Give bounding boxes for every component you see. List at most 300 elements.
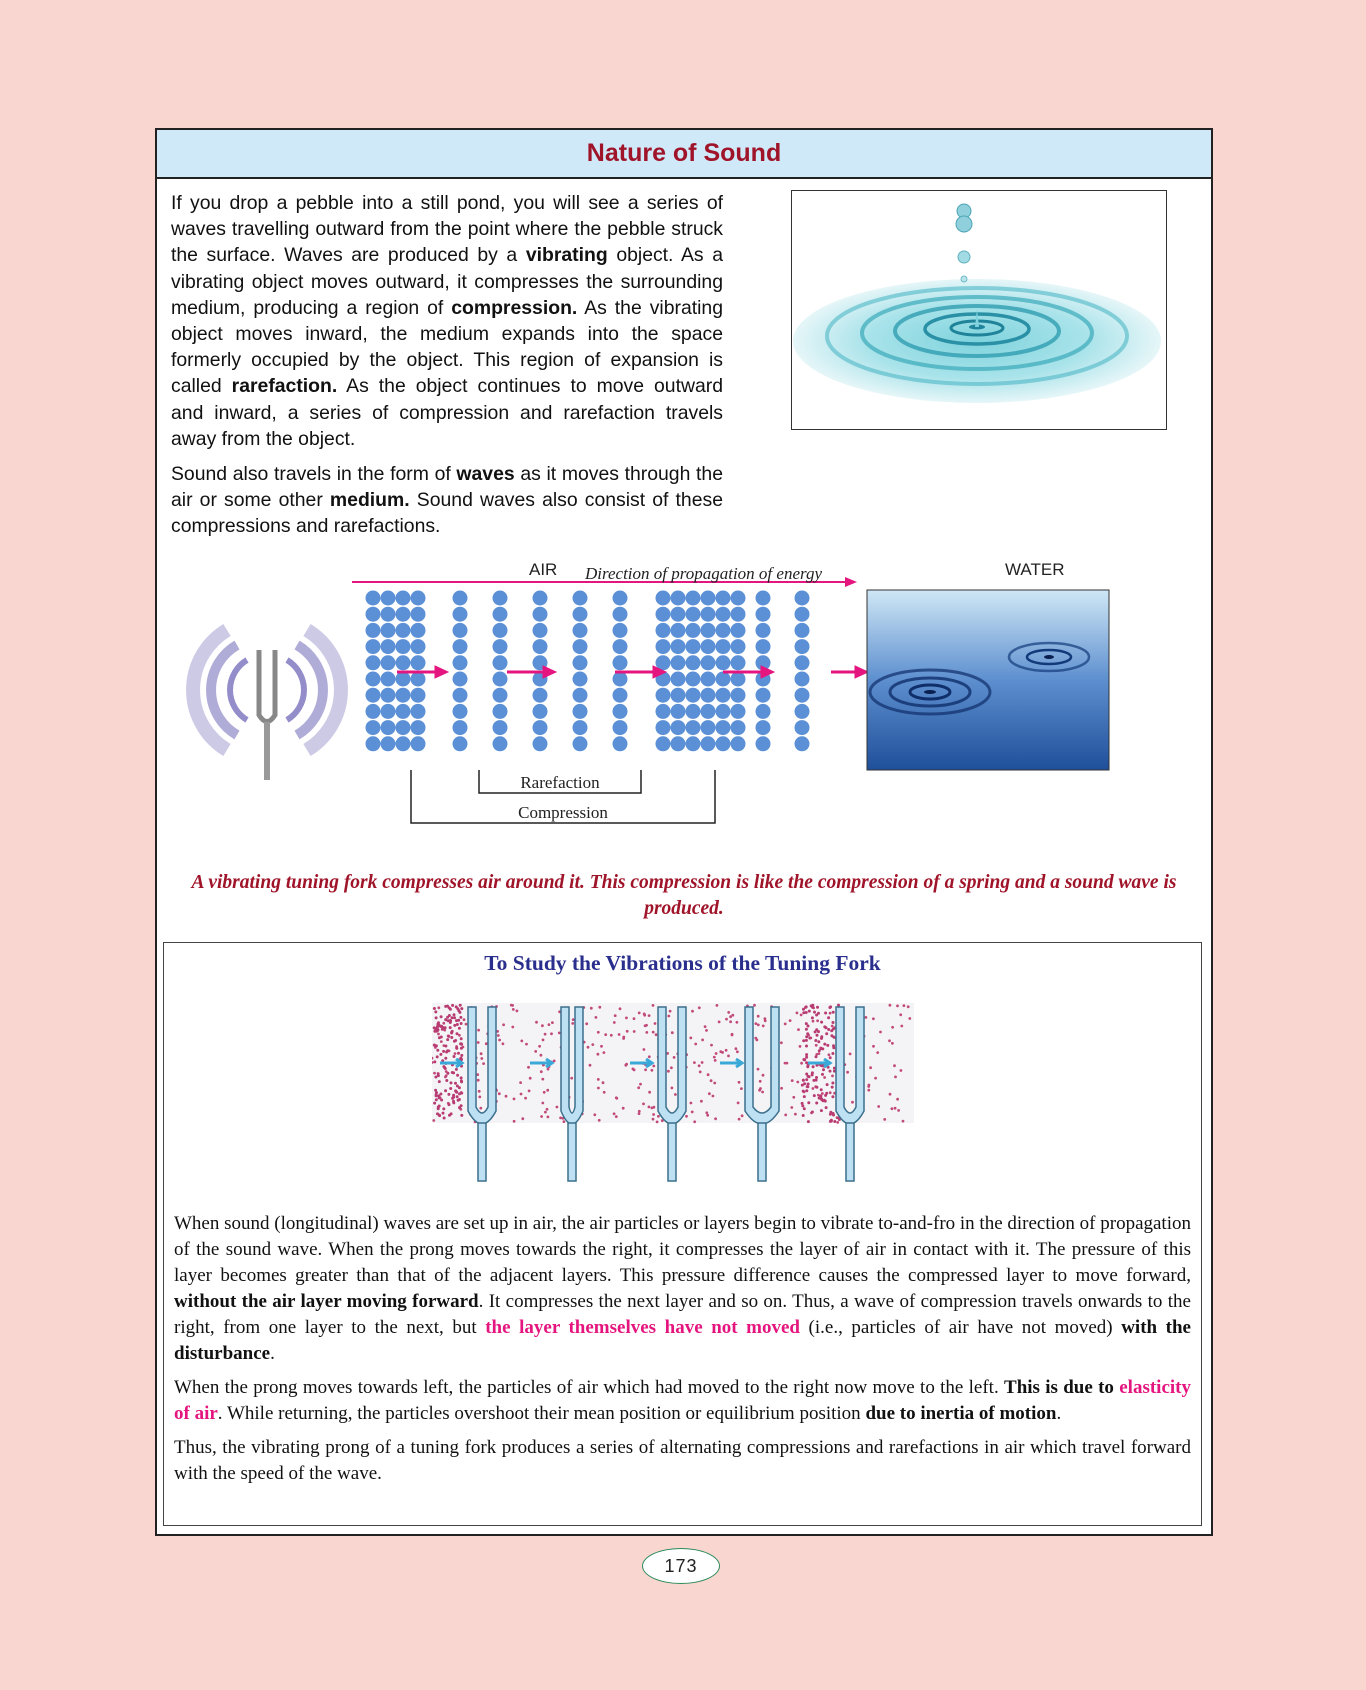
- air-particle: [493, 591, 508, 606]
- air-dot: [597, 1031, 600, 1034]
- air-dot: [815, 1086, 818, 1089]
- air-dot: [817, 1030, 820, 1033]
- air-dot: [450, 1031, 453, 1034]
- air-dot: [448, 1014, 451, 1017]
- air-dot: [821, 1047, 824, 1050]
- air-particle: [366, 623, 381, 638]
- air-dot: [460, 1054, 463, 1057]
- air-dot: [740, 1087, 743, 1090]
- air-dot: [563, 1120, 566, 1123]
- air-dot: [436, 1112, 439, 1115]
- air-dot: [737, 1102, 740, 1105]
- air-dot: [707, 1073, 710, 1076]
- air-particle: [613, 736, 628, 751]
- air-dot: [705, 1111, 708, 1114]
- air-dot: [652, 1031, 655, 1034]
- air-particle: [533, 704, 548, 719]
- air-dot: [638, 1112, 641, 1115]
- air-dot: [451, 1016, 454, 1019]
- air-dot: [622, 1107, 625, 1110]
- air-dot: [459, 1016, 462, 1019]
- air-dot: [738, 1081, 741, 1084]
- intro-text: [171, 190, 723, 549]
- air-dot: [477, 1041, 480, 1044]
- tuning-fork-icon: [193, 630, 341, 780]
- air-dot: [867, 1089, 870, 1092]
- text-run: When the prong moves towards left, the particles of air which had moved to the right now move to the left.: [174, 1377, 1005, 1398]
- air-dot: [453, 1013, 456, 1016]
- air-dot: [440, 1099, 443, 1102]
- air-dot: [812, 1087, 815, 1090]
- air-particle: [731, 607, 746, 622]
- air-particle: [716, 736, 731, 751]
- study-box: [163, 942, 1202, 1526]
- air-particle: [795, 736, 810, 751]
- air-dot: [505, 1095, 508, 1098]
- air-dot: [446, 1049, 449, 1052]
- air-dot: [615, 1115, 618, 1118]
- air-dot: [440, 1036, 443, 1039]
- air-dot: [823, 1043, 826, 1046]
- air-particle: [573, 623, 588, 638]
- air-dot: [674, 1093, 677, 1096]
- air-dot: [889, 1004, 892, 1007]
- air-dot: [587, 1046, 590, 1049]
- air-particle: [396, 688, 411, 703]
- air-particle: [381, 704, 396, 719]
- air-dot: [698, 1064, 701, 1067]
- text-run: .: [1056, 1403, 1062, 1424]
- air-dot: [458, 1086, 461, 1089]
- air-dot: [699, 1071, 702, 1074]
- air-dot: [451, 1097, 454, 1100]
- air-particle: [656, 607, 671, 622]
- air-particle: [613, 688, 628, 703]
- tuning-fork-stem: [758, 1123, 766, 1181]
- text-run: medium.: [329, 489, 410, 512]
- air-particle: [411, 607, 426, 622]
- text-run: compression.: [451, 296, 578, 319]
- air-dot: [708, 1092, 711, 1095]
- air-dot: [808, 1075, 811, 1078]
- air-dot: [805, 1045, 808, 1048]
- air-particle: [731, 704, 746, 719]
- air-dot: [540, 1115, 543, 1118]
- air-dot: [548, 1023, 551, 1026]
- air-dot: [811, 1004, 814, 1007]
- text-run: object. As a vibrating object moves outward, it compresses the surrounding medium, producing a region of: [171, 244, 723, 319]
- air-dot: [433, 1030, 436, 1033]
- air-particle: [493, 607, 508, 622]
- air-dot: [455, 1005, 458, 1008]
- text-run: This is due to: [1004, 1377, 1120, 1398]
- air-dot: [823, 1076, 826, 1079]
- air-particle: [573, 639, 588, 654]
- air-particle: [453, 688, 468, 703]
- air-dot: [693, 1061, 696, 1064]
- tuning-fork-stem: [568, 1123, 576, 1181]
- air-particle: [701, 704, 716, 719]
- air-dot: [671, 1087, 674, 1090]
- air-dot: [712, 1095, 715, 1098]
- air-dot: [900, 1069, 903, 1072]
- air-dot: [727, 1055, 730, 1058]
- air-dot: [516, 1010, 519, 1013]
- air-dot: [619, 1007, 622, 1010]
- air-particle: [533, 607, 548, 622]
- air-dot: [513, 1120, 516, 1123]
- air-dot: [457, 1052, 460, 1055]
- air-dot: [889, 1093, 892, 1096]
- air-particle: [671, 639, 686, 654]
- air-particle: [686, 688, 701, 703]
- air-dot: [827, 1016, 830, 1019]
- text-run: Sound waves also consist of these compressions and rarefactions.: [171, 489, 723, 538]
- air-particle: [656, 720, 671, 735]
- air-particle: [613, 607, 628, 622]
- air-dot: [804, 1006, 807, 1009]
- air-dot: [803, 1082, 806, 1085]
- air-dot: [818, 1049, 821, 1052]
- air-particle: [381, 672, 396, 687]
- air-dot: [814, 1030, 817, 1033]
- air-dot: [803, 1095, 806, 1098]
- air-particle: [453, 591, 468, 606]
- air-dot: [436, 1049, 439, 1052]
- air-dot: [891, 1107, 894, 1110]
- air-dot: [803, 1107, 806, 1110]
- air-particle: [381, 607, 396, 622]
- air-dot: [653, 1106, 656, 1109]
- text-run: .: [270, 1343, 275, 1364]
- air-dot: [556, 1106, 559, 1109]
- air-dot: [808, 1037, 811, 1040]
- air-particle: [795, 655, 810, 670]
- air-dot: [448, 1103, 451, 1106]
- air-dot: [433, 1007, 436, 1010]
- air-dot: [784, 1023, 787, 1026]
- air-dot: [806, 1032, 809, 1035]
- air-dot: [453, 1055, 456, 1058]
- air-dot: [816, 1006, 819, 1009]
- air-dot: [434, 1076, 437, 1079]
- air-dot: [598, 1119, 601, 1122]
- air-dot: [832, 1021, 835, 1024]
- air-dot: [447, 1093, 450, 1096]
- air-dot: [894, 1076, 897, 1079]
- air-dot: [652, 1118, 655, 1121]
- air-dot: [438, 1080, 441, 1083]
- air-dot: [597, 1087, 600, 1090]
- air-dot: [801, 1102, 804, 1105]
- air-dot: [667, 1015, 670, 1018]
- air-dot: [815, 1102, 818, 1105]
- air-dot: [826, 1083, 829, 1086]
- air-dot: [817, 1012, 820, 1015]
- air-dot: [622, 1036, 625, 1039]
- air-dot: [625, 1063, 628, 1066]
- air-dot: [597, 1078, 600, 1081]
- air-dot: [816, 1019, 819, 1022]
- air-dot: [511, 1004, 514, 1007]
- air-dot: [442, 1050, 445, 1053]
- air-dot: [437, 1021, 440, 1024]
- air-particle: [573, 672, 588, 687]
- air-dot: [891, 1026, 894, 1029]
- air-particle: [756, 607, 771, 622]
- air-dot: [791, 1079, 794, 1082]
- air-dot: [784, 1114, 787, 1117]
- air-dot: [444, 1057, 447, 1060]
- tuning-fork-stem: [846, 1123, 854, 1181]
- air-dot: [648, 1014, 651, 1017]
- air-dot: [764, 1017, 767, 1020]
- air-dot: [731, 1034, 734, 1037]
- air-dot: [718, 1021, 721, 1024]
- air-particle: [366, 688, 381, 703]
- air-particle: [671, 672, 686, 687]
- air-dot: [643, 1014, 646, 1017]
- air-particle: [701, 655, 716, 670]
- air-dot: [706, 1114, 709, 1117]
- air-particle: [701, 720, 716, 735]
- air-particle: [453, 736, 468, 751]
- air-dot: [435, 1094, 438, 1097]
- air-dot: [502, 1023, 505, 1026]
- air-dot: [455, 1068, 458, 1071]
- air-dot: [816, 1034, 819, 1037]
- air-particle: [686, 591, 701, 606]
- air-dot: [433, 1072, 436, 1075]
- air-dot: [826, 1044, 829, 1047]
- air-particle: [411, 591, 426, 606]
- air-particle: [533, 591, 548, 606]
- air-dot: [520, 1040, 523, 1043]
- air-dot: [899, 1013, 902, 1016]
- air-dot: [436, 1055, 439, 1058]
- study-paragraph-1: [174, 1211, 1191, 1367]
- air-particle: [756, 623, 771, 638]
- air-dot: [543, 1091, 546, 1094]
- ripple-illustration: [792, 191, 1166, 429]
- air-dot: [614, 1014, 617, 1017]
- air-particle: [716, 688, 731, 703]
- air-particle: [795, 720, 810, 735]
- air-particle: [756, 720, 771, 735]
- air-particle: [686, 704, 701, 719]
- air-dot: [796, 1081, 799, 1084]
- air-particle: [701, 736, 716, 751]
- air-dot: [877, 1105, 880, 1108]
- text-run: vibrating: [525, 244, 608, 267]
- air-dot: [613, 1112, 616, 1115]
- air-dot: [780, 1087, 783, 1090]
- air-particle: [396, 607, 411, 622]
- air-particle: [686, 639, 701, 654]
- air-particle: [656, 736, 671, 751]
- air-particle: [493, 672, 508, 687]
- air-dot: [639, 1083, 642, 1086]
- air-dot: [761, 1091, 764, 1094]
- air-dot: [626, 1030, 629, 1033]
- air-dot: [498, 1039, 501, 1042]
- air-particle: [396, 639, 411, 654]
- air-dot: [727, 1011, 730, 1014]
- air-dot: [541, 1078, 544, 1081]
- air-dot: [651, 1069, 654, 1072]
- air-dot: [459, 1004, 462, 1007]
- air-dot: [669, 1010, 672, 1013]
- air-particle: [411, 655, 426, 670]
- air-particle: [533, 720, 548, 735]
- air-particle: [686, 623, 701, 638]
- air-dot: [805, 1039, 808, 1042]
- air-particle: [701, 607, 716, 622]
- air-particle: [411, 672, 426, 687]
- air-particle: [366, 704, 381, 719]
- air-dot: [667, 1070, 670, 1073]
- tuning-forks-image: [432, 1003, 914, 1189]
- air-dot: [700, 1100, 703, 1103]
- air-particle: [453, 704, 468, 719]
- air-dot: [440, 1040, 443, 1043]
- air-dot: [811, 1071, 814, 1074]
- air-dot: [800, 1062, 803, 1065]
- air-dot: [632, 1068, 635, 1071]
- air-dot: [828, 1053, 831, 1056]
- air-particle: [411, 688, 426, 703]
- air-dot: [652, 1113, 655, 1116]
- air-dot: [447, 1035, 450, 1038]
- air-dot: [512, 1008, 515, 1011]
- air-dot: [529, 1077, 532, 1080]
- air-dot: [714, 1059, 717, 1062]
- air-dot: [820, 1088, 823, 1091]
- air-particle: [411, 623, 426, 638]
- air-dot: [590, 1007, 593, 1010]
- tuning-fork-stem: [668, 1123, 676, 1181]
- air-dot: [876, 1051, 879, 1054]
- air-dot: [458, 1106, 461, 1109]
- air-dot: [800, 1014, 803, 1017]
- air-particle: [716, 704, 731, 719]
- air-dot: [538, 1045, 541, 1048]
- air-dot: [458, 1027, 461, 1030]
- air-dot: [831, 1082, 834, 1085]
- air-dot: [460, 1092, 463, 1095]
- air-dot: [719, 1050, 722, 1053]
- air-dot: [513, 1098, 516, 1101]
- air-dot: [551, 1021, 554, 1024]
- air-dot: [534, 1050, 537, 1053]
- air-dot: [444, 1026, 447, 1029]
- air-dot: [807, 1101, 810, 1104]
- air-dot: [434, 1010, 437, 1013]
- page-number: 173: [642, 1548, 720, 1584]
- air-dot: [701, 1039, 704, 1042]
- air-particle: [381, 736, 396, 751]
- air-particle: [493, 623, 508, 638]
- air-dot: [902, 1120, 905, 1123]
- air-dot: [829, 1005, 832, 1008]
- air-dot: [572, 1018, 575, 1021]
- air-particle: [656, 704, 671, 719]
- air-particle: [411, 720, 426, 735]
- air-dot: [896, 1005, 899, 1008]
- air-particle: [686, 672, 701, 687]
- air-dot: [869, 1066, 872, 1069]
- air-dot: [802, 1011, 805, 1014]
- air-particle: [453, 639, 468, 654]
- air-dot: [444, 1076, 447, 1079]
- air-dot: [738, 1118, 741, 1121]
- air-dot: [831, 1052, 834, 1055]
- air-dot: [872, 1045, 875, 1048]
- air-dot: [815, 1055, 818, 1058]
- air-particle: [656, 591, 671, 606]
- air-particle: [671, 591, 686, 606]
- text-run: When sound (longitudinal) waves are set up in air, the air particles or layers begin to vibrate to-and-fro in the direction of propagation of the sound wave. When the prong moves towards the right, it compresses the layer of air in contact with it. The pressure of this layer becomes greater than that of the adjacent layers. This pressure difference causes the compressed layer to move forward,: [174, 1213, 1191, 1286]
- air-particle: [453, 655, 468, 670]
- air-dot: [460, 1114, 463, 1117]
- air-dot: [648, 1106, 651, 1109]
- air-dot: [440, 1015, 443, 1018]
- air-dot: [479, 1107, 482, 1110]
- air-dot: [593, 1113, 596, 1116]
- air-dot: [645, 1031, 648, 1034]
- air-dot: [519, 1081, 522, 1084]
- air-particle: [533, 623, 548, 638]
- air-dot: [693, 1120, 696, 1123]
- air-dot: [735, 1047, 738, 1050]
- air-particle: [381, 688, 396, 703]
- air-particle: [453, 720, 468, 735]
- air-dot: [449, 1087, 452, 1090]
- air-dot: [903, 1004, 906, 1007]
- air-dot: [456, 1074, 459, 1077]
- air-particle: [756, 704, 771, 719]
- air-dot: [891, 1042, 894, 1045]
- air-dot: [713, 1056, 716, 1059]
- air-dot: [450, 1036, 453, 1039]
- air-dot: [802, 1114, 805, 1117]
- text-run: (i.e., particles of air have not moved): [799, 1317, 1122, 1338]
- air-dot: [460, 1037, 463, 1040]
- air-dot: [736, 1050, 739, 1053]
- air-dot: [829, 1113, 832, 1116]
- air-dot: [894, 1107, 897, 1110]
- air-dot: [437, 1028, 440, 1031]
- compression-rarefaction-figure: [157, 550, 1211, 870]
- air-dot: [618, 1033, 621, 1036]
- air-dot: [454, 1089, 457, 1092]
- air-dot: [808, 1010, 811, 1013]
- air-dot: [445, 1079, 448, 1082]
- air-particle: [613, 623, 628, 638]
- direction-label: Direction of propagation of energy: [585, 564, 823, 583]
- air-dot: [802, 1090, 805, 1093]
- air-dot: [597, 1053, 600, 1056]
- air-particle: [731, 720, 746, 735]
- air-particle: [701, 688, 716, 703]
- air-dot: [433, 1060, 436, 1063]
- air-dot: [544, 1033, 547, 1036]
- text-run: with the disturbance: [174, 1317, 1191, 1364]
- air-dot: [883, 1118, 886, 1121]
- air-dot: [705, 1029, 708, 1032]
- air-particle: [671, 704, 686, 719]
- air-dot: [455, 1047, 458, 1050]
